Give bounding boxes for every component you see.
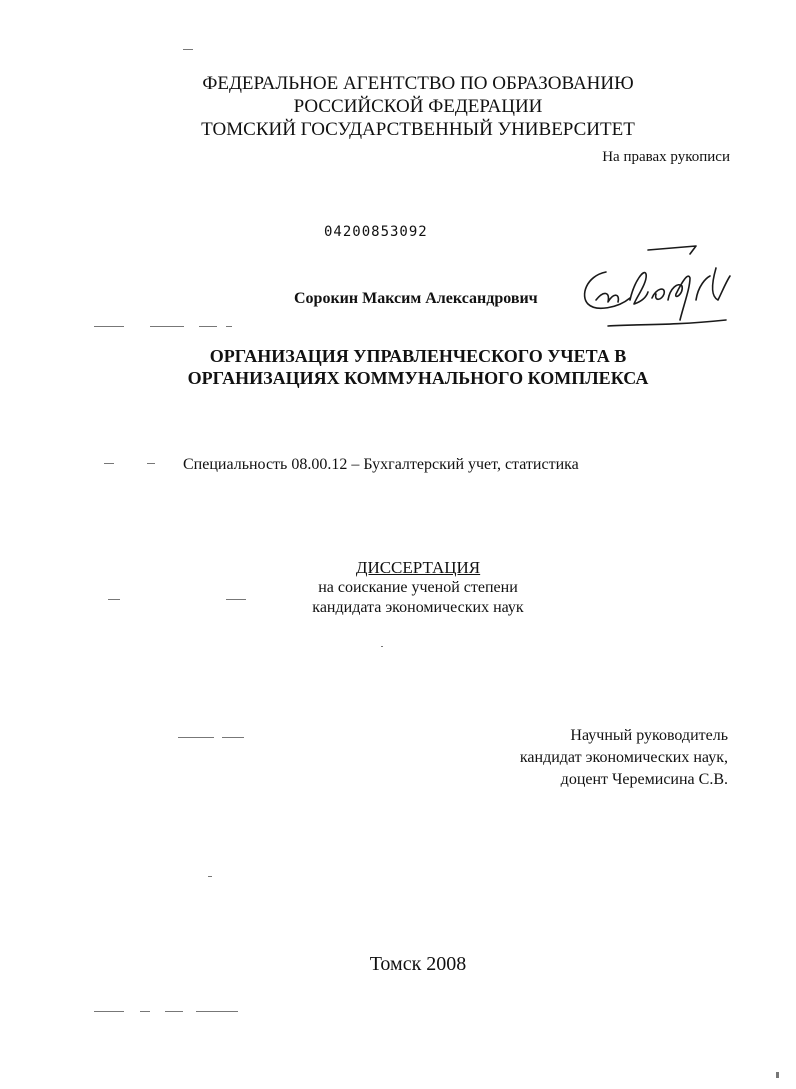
dissertation-line: на соискание ученой степени [318, 579, 518, 596]
supervisor-line: доцент Черемисина С.В. [560, 771, 728, 788]
scan-speck [183, 49, 193, 50]
scan-speck [94, 1011, 124, 1012]
dissertation-heading: ДИССЕРТАЦИЯ [355, 558, 481, 577]
signature-icon [578, 242, 738, 334]
header-line: РОССИЙСКОЙ ФЕДЕРАЦИИ [293, 96, 543, 117]
scan-speck [226, 326, 232, 327]
institution-header [150, 72, 686, 141]
scan-speck [165, 1011, 183, 1012]
scan-speck [178, 737, 214, 738]
title-line: ОРГАНИЗАЦИЯХ КОММУНАЛЬНОГО КОМПЛЕКСА [187, 368, 649, 388]
scan-speck [94, 326, 124, 327]
title-line: ОРГАНИЗАЦИЯ УПРАВЛЕНЧЕСКОГО УЧЕТА В [209, 346, 627, 366]
scan-speck [108, 599, 120, 600]
scan-speck [208, 876, 212, 877]
dissertation-title [150, 345, 686, 389]
scan-speck [199, 326, 217, 327]
supervisor-block [520, 725, 728, 791]
scan-speck [776, 1072, 779, 1078]
scan-speck [104, 463, 114, 464]
header-line: ФЕДЕРАЛЬНОЕ АГЕНТСТВО ПО ОБРАЗОВАНИЮ [202, 73, 634, 94]
scan-speck [150, 326, 184, 327]
scan-speck [147, 463, 155, 464]
catalog-code: 04200853092 [324, 224, 428, 240]
scan-speck [222, 737, 244, 738]
scan-speck [196, 1011, 238, 1012]
dissertation-block [200, 558, 636, 618]
scan-speck [140, 1011, 150, 1012]
scan-speck [381, 646, 383, 647]
dissertation-line: кандидата экономических наук [312, 599, 524, 616]
manuscript-rights: На правах рукописи [602, 149, 730, 165]
header-line: ТОМСКИЙ ГОСУДАРСТВЕННЫЙ УНИВЕРСИТЕТ [201, 119, 635, 140]
specialty: Специальность 08.00.12 – Бухгалтерский учет, статистика [183, 456, 579, 473]
author-name: Сорокин Максим Александрович [294, 290, 538, 307]
city-year: Томск 2008 [369, 953, 467, 975]
supervisor-line: Научный руководитель [570, 727, 728, 744]
supervisor-line: кандидат экономических наук, [519, 749, 728, 766]
